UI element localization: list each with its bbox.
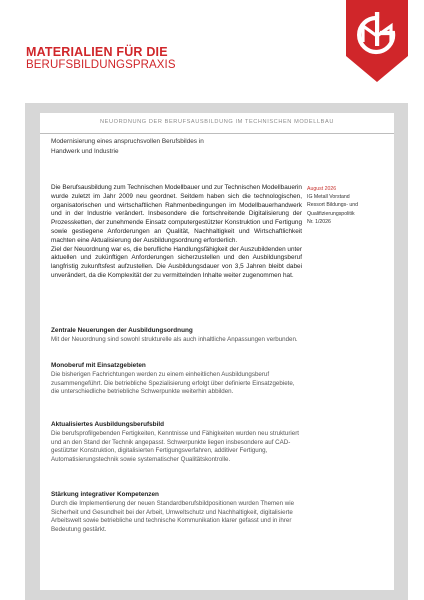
subtitle-line1: Modernisierung eines anspruchsvollen Berufsbildes in (51, 138, 204, 145)
issue-number: Nr. 1/2026 (307, 218, 331, 225)
series-title-line1: MATERIALIEN FÜR DIE (26, 45, 168, 59)
department-line: Ressort Bildungs- und (307, 202, 359, 209)
department-line-2: Qualifizierungspolitik (307, 210, 355, 217)
publisher-line: IG Metall Vorstand (307, 194, 350, 201)
publication-date: August 2026 (307, 186, 337, 192)
document-subtitle (51, 137, 301, 156)
section-body: Die berufsprofilgebenden Fertigkeiten, Kenntnisse und Fähigkeiten wurden neu strukturiert und an den Stand der Technik angepasst. Schwerpunkte liegen insbesondere auf CAD-gestützter Konstruktion, digitalisierten Fertigungsverfahren, additiver Fertigung, Automatisierungstechnik sowie systematischer Qualitätskontrolle. (51, 429, 299, 464)
ig-metall-logo (346, 0, 408, 82)
intro-paragraph-1: Die Berufsausbildung zum Technischen Modellbauer und zur Technischen Modellbauerin wurde zuletzt im Jahr 2009 neu geordnet. Seitdem haben sich die technologischen, organisatorischen und wirtschaftlichen Rahmenbedingungen im Modellbauerhandwerk und in der Industrie verändert. Insbesondere die fortschreitende Digitalisierung der Prozessketten, der zunehmende Einsatz computergestützter Konstruktion und Fertigung sowie gestiegene Anforderungen an Qualität, Nachhaltigkeit und Wirtschaftlichkeit machten eine Aktualisierung der Ausbildungsordnung erforderlich. (51, 184, 302, 244)
series-title-line2: BERUFSBILDUNGSPRAXIS (26, 58, 176, 71)
document-meta (307, 185, 391, 226)
document-header (40, 113, 394, 134)
section-heading: Monoberuf mit Einsatzgebieten (51, 362, 146, 369)
section-heading: Aktualisiertes Ausbildungsberufsbild (51, 421, 165, 428)
section-body: Mit der Neuordnung sind sowohl strukturelle als auch inhaltliche Anpassungen verbunden. (51, 335, 298, 343)
section-integrative-kompetenzen (51, 491, 302, 535)
section-monoberuf (51, 362, 302, 397)
section-heading: Zentrale Neuerungen der Ausbildungsordnung (51, 327, 193, 334)
section-heading: Stärkung integrativer Kompetenzen (51, 491, 159, 498)
publication-series-title (26, 46, 176, 71)
section-zentrale-neuerungen (51, 327, 302, 345)
document-kicker: NEUORDNUNG DER BERUFSAUSBILDUNG IM TECHNISCHEN MODELLBAU (100, 119, 334, 125)
subtitle-line2: Handwerk und Industrie (51, 147, 119, 155)
section-body: Durch die Implementierung der neuen Standardberufsbildpositionen wurden Themen wie Sicherheit und Gesundheit bei der Arbeit, Umweltschutz und Nachhaltigkeit, digitalisierte Arbeitswelt sowie betriebliche und technische Kommunikation klarer gefasst und in ihrer Bedeutung gestärkt. (51, 499, 295, 534)
intro-paragraph-2: Ziel der Neuordnung war es, die berufliche Handlungsfähigkeit der Auszubildenden unter aktuellen und zukünftigen Anforderungen sicherzustellen und den Ausbildungsberuf langfristig zukunftsfest aufzustellen. Die Ausbildungsdauer von 3,5 Jahren bleibt dabei unverändert, da die Komplexität der zu vermittelnden Inhalte weiter zugenommen hat. (51, 245, 302, 279)
intro-text (51, 184, 302, 281)
section-body: Die bisherigen Fachrichtungen werden zu einem einheitlichen Ausbildungsberuf zusammengeführt. Die betriebliche Spezialisierung erfolgt über definierte Einsatzgebiete, die unterschiedliche betriebliche Schwerpunkte weiterhin abbilden. (51, 370, 295, 396)
section-ausbildungsberufsbild (51, 421, 302, 465)
document-card (40, 113, 394, 590)
